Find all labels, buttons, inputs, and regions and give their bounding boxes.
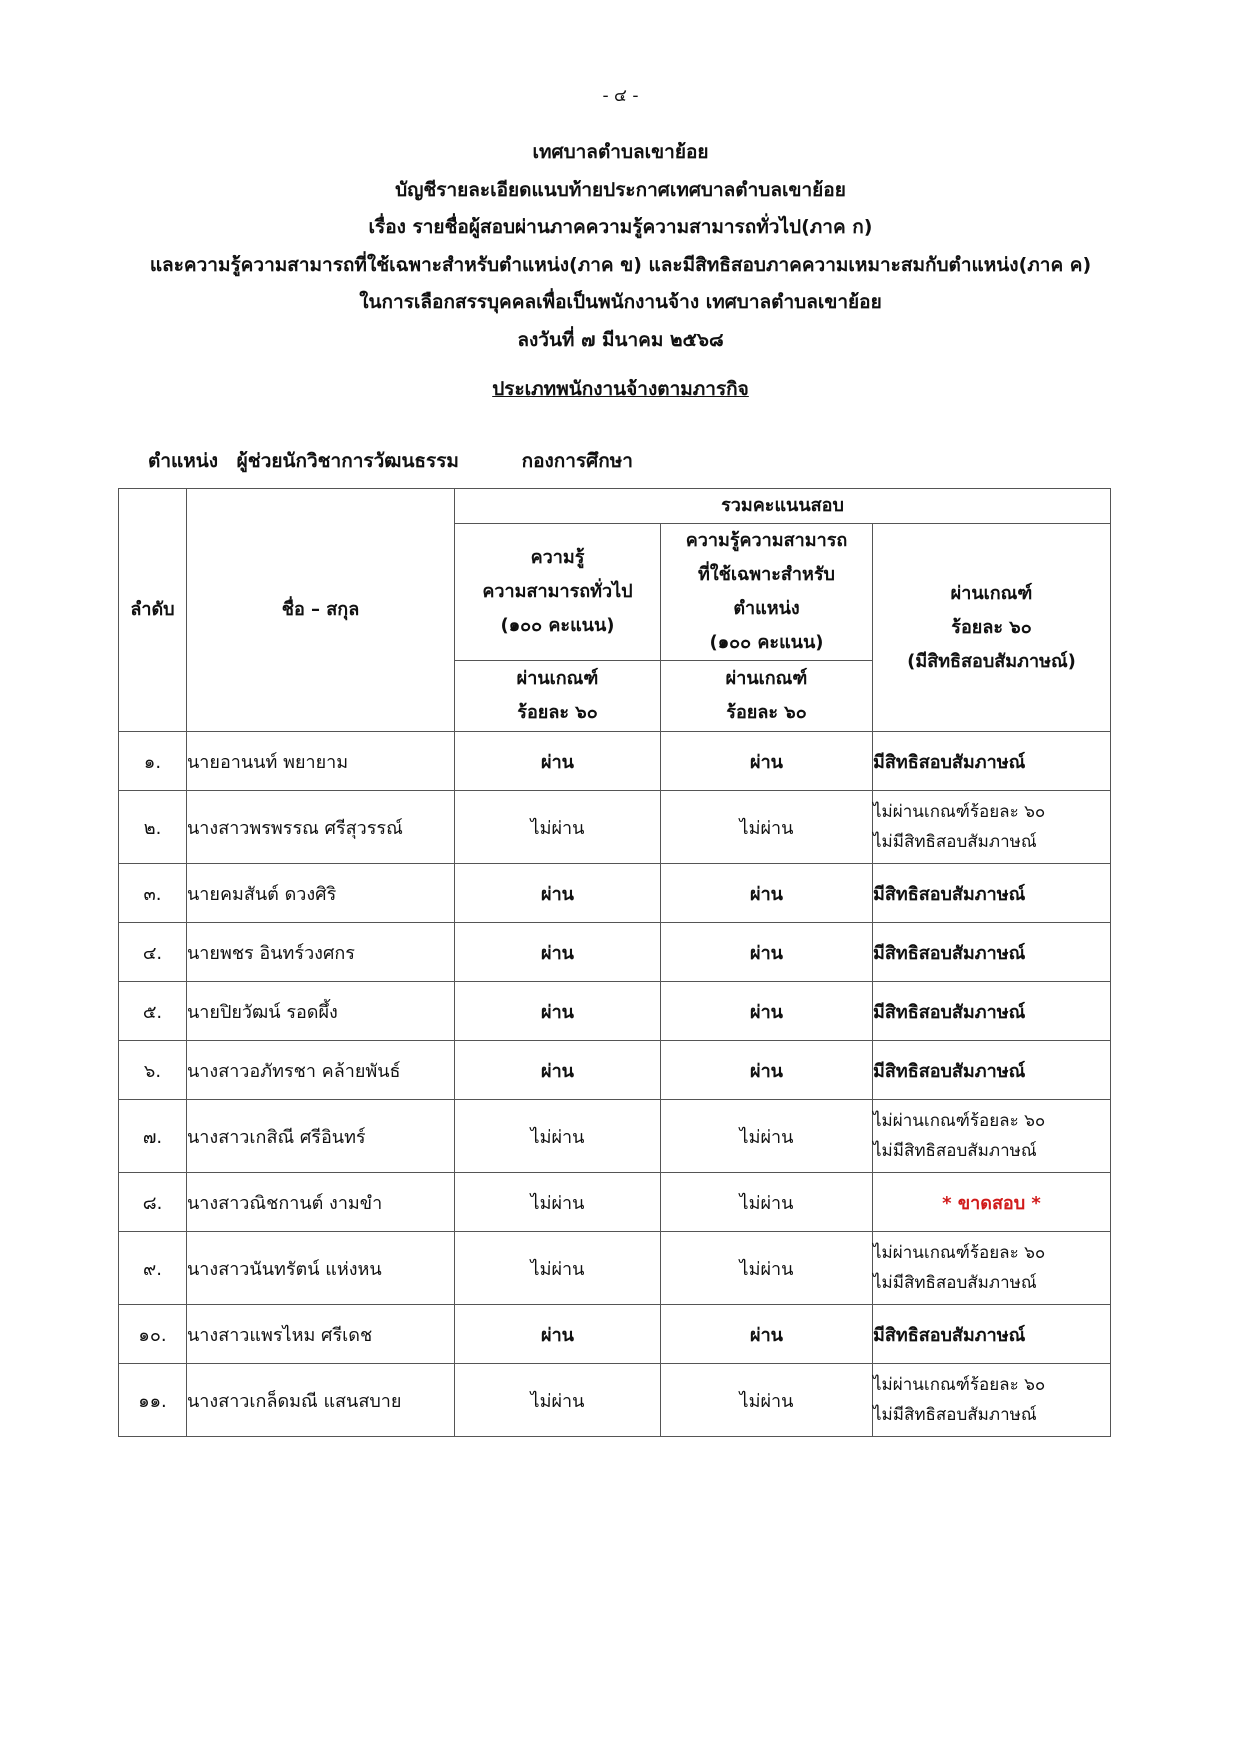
position-label: ตำแหน่ง (148, 450, 219, 472)
heading-line-selection: ในการเลือกสรรบุคคลเพื่อเป็นพนักงานจ้าง เทศบาลตำบลเขาย้อย (359, 291, 882, 313)
header-result-line2: ร้อยละ ๖๐ (951, 616, 1032, 638)
row-result-line1: มีสิทธิสอบสัมภาษณ์ (873, 942, 1026, 964)
table-row (119, 732, 1111, 791)
row-name: นางสาวณิชกานต์ งามขำ (187, 1173, 455, 1232)
row-general-status: ผ่าน (455, 732, 661, 791)
row-result (873, 1364, 1111, 1437)
heading-line-date: ลงวันที่ ๗ มีนาคม ๒๕๖๘ (517, 328, 724, 351)
row-result-line1: ไม่ผ่านเกณฑ์ร้อยละ ๖๐ (873, 1375, 1046, 1395)
header-result-line3: (มีสิทธิสอบสัมภาษณ์) (907, 650, 1076, 672)
position-division: กองการศึกษา (521, 450, 633, 472)
row-number: ๔. (119, 923, 187, 982)
row-result-line1: มีสิทธิสอบสัมภาษณ์ (873, 751, 1026, 773)
row-result-line1: ไม่ผ่านเกณฑ์ร้อยละ ๖๐ (873, 1243, 1046, 1263)
row-number: ๑๐. (119, 1305, 187, 1364)
header-general-line1: ความรู้ (530, 547, 585, 568)
row-result-line2: ไม่มีสิทธิสอบสัมภาษณ์ (873, 1405, 1037, 1425)
header-result (873, 524, 1111, 732)
header-specific-criteria-line1: ผ่านเกณฑ์ (725, 668, 808, 689)
header-result-line1: ผ่านเกณฑ์ (950, 582, 1033, 604)
row-specific-status: ผ่าน (661, 1305, 873, 1364)
header-specific-knowledge (661, 524, 873, 661)
row-result (873, 1232, 1111, 1305)
table-row (119, 791, 1111, 864)
table-row (119, 923, 1111, 982)
row-number: ๘. (119, 1173, 187, 1232)
row-general-status: ไม่ผ่าน (455, 791, 661, 864)
header-general-criteria (455, 661, 661, 732)
header-specific-line3: ตำแหน่ง (733, 598, 800, 619)
row-specific-status: ผ่าน (661, 1041, 873, 1100)
row-result (873, 923, 1111, 982)
row-name: นายคมสันต์ ดวงศิริ (187, 864, 455, 923)
row-number: ๓. (119, 864, 187, 923)
row-general-status: ไม่ผ่าน (455, 1173, 661, 1232)
row-number: ๗. (119, 1100, 187, 1173)
table-row (119, 1100, 1111, 1173)
row-specific-status: ไม่ผ่าน (661, 1173, 873, 1232)
table-row (119, 982, 1111, 1041)
heading-line-list-title: บัญชีรายละเอียดแนบท้ายประกาศเทศบาลตำบลเขาย้อย (395, 178, 846, 201)
results-table-body (119, 732, 1111, 1437)
row-specific-status: ผ่าน (661, 864, 873, 923)
table-row (119, 1041, 1111, 1100)
row-name: นางสาวอภัทรชา คล้ายพันธ์ (187, 1041, 455, 1100)
row-name: นายพชร อินทร์วงศกร (187, 923, 455, 982)
row-general-status: ผ่าน (455, 1305, 661, 1364)
row-result (873, 732, 1111, 791)
row-specific-status: ไม่ผ่าน (661, 1100, 873, 1173)
row-number: ๙. (119, 1232, 187, 1305)
header-specific-criteria-line2: ร้อยละ ๖๐ (726, 702, 807, 723)
row-result (873, 1305, 1111, 1364)
row-general-status: ไม่ผ่าน (455, 1100, 661, 1173)
heading-line-subject-cont: และความรู้ความสามารถที่ใช้เฉพาะสำหรับตำแหน่ง(ภาค ข) และมีสิทธิสอบภาคความเหมาะสมกับตำแหน่ง(ภาค ค) (149, 253, 1092, 276)
table-row (119, 1173, 1111, 1232)
heading-line-subject: เรื่อง รายชื่อผู้สอบผ่านภาคความรู้ความสามารถทั่วไป(ภาค ก) (368, 216, 873, 238)
row-specific-status: ผ่าน (661, 732, 873, 791)
header-row-1 (119, 489, 1111, 524)
row-result (873, 1041, 1111, 1100)
row-result (873, 864, 1111, 923)
row-result-line2: ไม่มีสิทธิสอบสัมภาษณ์ (873, 832, 1037, 852)
row-number: ๑๑. (119, 1364, 187, 1437)
row-general-status: ไม่ผ่าน (455, 1232, 661, 1305)
row-result-line1: มีสิทธิสอบสัมภาษณ์ (873, 1001, 1026, 1023)
row-number: ๖. (119, 1041, 187, 1100)
row-name: นางสาวเกสิณี ศรีอินทร์ (187, 1100, 455, 1173)
header-specific-criteria (661, 661, 873, 732)
row-name: นายปิยวัฒน์ รอดผึ้ง (187, 982, 455, 1041)
row-name: นายอานนท์ พยายาม (187, 732, 455, 791)
row-specific-status: ผ่าน (661, 923, 873, 982)
row-specific-status: ไม่ผ่าน (661, 791, 873, 864)
section-title: ประเภทพนักงานจ้างตามภารกิจ (492, 378, 749, 400)
table-row (119, 1364, 1111, 1437)
row-number: ๑. (119, 732, 187, 791)
row-specific-status: ไม่ผ่าน (661, 1232, 873, 1305)
row-result-line1: มีสิทธิสอบสัมภาษณ์ (873, 1060, 1026, 1082)
header-name: ชื่อ – สกุล (187, 489, 455, 732)
row-specific-status: ผ่าน (661, 982, 873, 1041)
row-general-status: ผ่าน (455, 923, 661, 982)
table-row (119, 1232, 1111, 1305)
row-result-line2: ไม่มีสิทธิสอบสัมภาษณ์ (873, 1141, 1037, 1161)
row-result-line2: ไม่มีสิทธิสอบสัมภาษณ์ (873, 1273, 1037, 1293)
row-name: นางสาวเกล็ดมณี แสนสบาย (187, 1364, 455, 1437)
row-general-status: ผ่าน (455, 1041, 661, 1100)
header-specific-line1: ความรู้ความสามารถ (685, 530, 848, 551)
position-name: ผู้ช่วยนักวิชาการวัฒนธรรม (236, 450, 459, 472)
header-total-scores: รวมคะแนนสอบ (455, 489, 1111, 524)
row-name: นางสาวพรพรรณ ศรีสุวรรณ์ (187, 791, 455, 864)
page-number: - ๔ - (602, 86, 639, 106)
row-result (873, 982, 1111, 1041)
row-name: นางสาวแพรไหม ศรีเดช (187, 1305, 455, 1364)
table-row (119, 1305, 1111, 1364)
row-general-status: ผ่าน (455, 864, 661, 923)
header-specific-line2: ที่ใช้เฉพาะสำหรับ (698, 564, 835, 585)
row-number: ๒. (119, 791, 187, 864)
row-result-line1: มีสิทธิสอบสัมภาษณ์ (873, 883, 1026, 905)
row-specific-status: ไม่ผ่าน (661, 1364, 873, 1437)
row-result-line1: ไม่ผ่านเกณฑ์ร้อยละ ๖๐ (873, 802, 1046, 822)
row-result (873, 1173, 1111, 1232)
table-row (119, 864, 1111, 923)
row-result (873, 791, 1111, 864)
heading-line-municipality: เทศบาลตำบลเขาย้อย (532, 141, 709, 163)
row-general-status: ไม่ผ่าน (455, 1364, 661, 1437)
header-general-line3: (๑๐๐ คะแนน) (500, 615, 615, 636)
row-result-line1: ไม่ผ่านเกณฑ์ร้อยละ ๖๐ (873, 1111, 1046, 1131)
row-name: นางสาวนันทรัตน์ แห่งหน (187, 1232, 455, 1305)
header-general-line2: ความสามารถทั่วไป (482, 581, 633, 602)
header-general-criteria-line2: ร้อยละ ๖๐ (517, 702, 598, 723)
document-heading (0, 134, 1241, 359)
row-result-line1: มีสิทธิสอบสัมภาษณ์ (873, 1324, 1026, 1346)
row-general-status: ผ่าน (455, 982, 661, 1041)
position-line (148, 446, 633, 476)
header-general-knowledge (455, 524, 661, 661)
row-result (873, 1100, 1111, 1173)
row-number: ๕. (119, 982, 187, 1041)
header-specific-line4: (๑๐๐ คะแนน) (709, 632, 824, 653)
results-table (118, 488, 1111, 1437)
header-general-criteria-line1: ผ่านเกณฑ์ (516, 668, 599, 689)
header-order: ลำดับ (119, 489, 187, 732)
row-result-line1: * ขาดสอบ * (942, 1192, 1041, 1214)
